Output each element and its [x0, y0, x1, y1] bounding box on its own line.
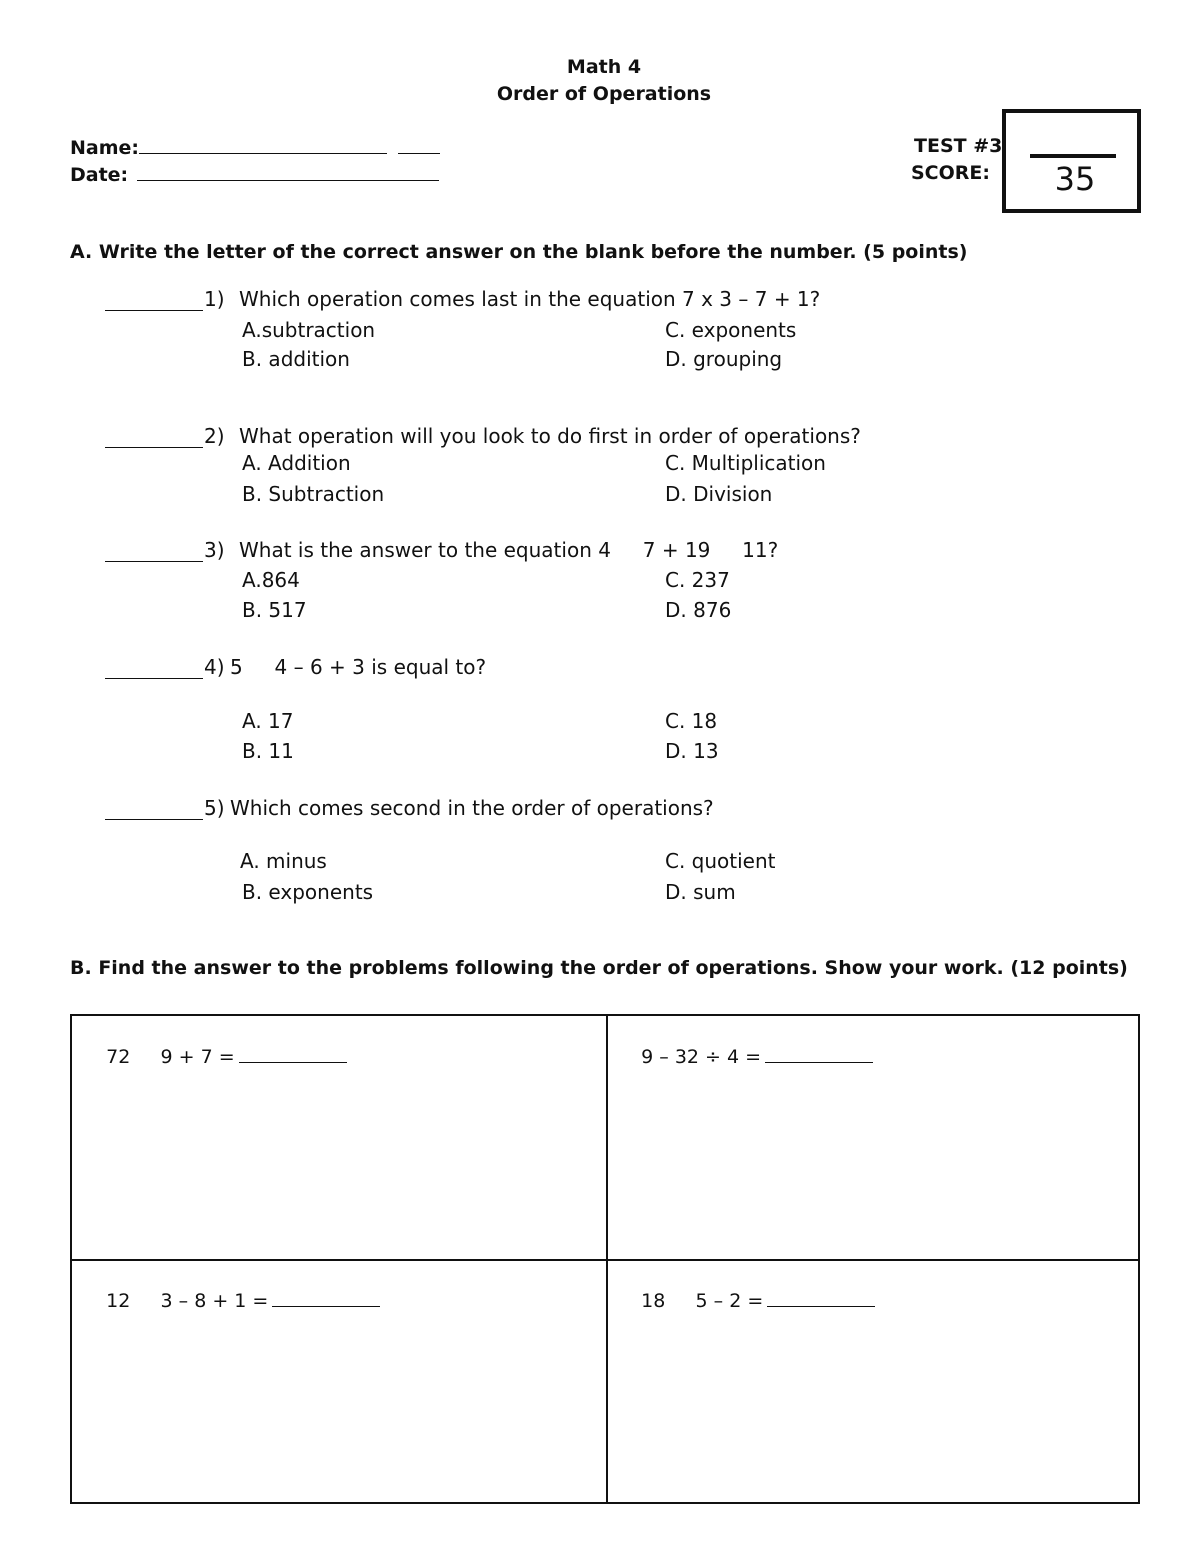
problem-2-text: 9 – 32 ÷ 4 =	[641, 1046, 762, 1068]
question-1-text: Which operation comes last in the equation 7 x 3 – 7 + 1?	[239, 287, 821, 311]
answer-blank-2[interactable]	[105, 446, 203, 448]
question-2-option-c: C. Multiplication	[665, 451, 826, 475]
problem-cell-4[interactable]	[617, 1266, 875, 1334]
score-total: 35	[1054, 160, 1096, 198]
name-line-short	[398, 135, 440, 154]
answer-blank-1[interactable]	[105, 309, 203, 311]
question-1-option-c: C. exponents	[665, 318, 797, 342]
test-label: TEST #3	[914, 135, 1003, 157]
question-2-option-a: A. Addition	[242, 451, 351, 475]
grid-horizontal-divider	[72, 1259, 1138, 1261]
problem-4-text: 18 5 – 2 =	[641, 1290, 764, 1312]
answer-blank-3[interactable]	[105, 560, 203, 562]
question-2-option-d: D. Division	[665, 482, 773, 506]
question-3-option-b: B. 517	[242, 598, 307, 622]
section-a-instruction: A. Write the letter of the correct answer on the blank before the number. (5 points)	[70, 241, 968, 263]
answer-blank-5[interactable]	[105, 818, 203, 820]
section-b-instruction: B. Find the answer to the problems following the order of operations. Show your work. (12 points)	[70, 957, 1128, 979]
question-5-number: 5)	[204, 796, 225, 820]
question-2-number: 2)	[204, 424, 225, 448]
date-label: Date:	[70, 164, 129, 186]
question-1-option-b: B. addition	[242, 347, 350, 371]
question-3-option-c: C. 237	[665, 568, 730, 592]
question-4-number: 4)	[204, 655, 225, 679]
question-5-option-d: D. sum	[665, 880, 736, 904]
score-fraction-bar	[1030, 154, 1116, 158]
question-1-option-a: A.subtraction	[242, 318, 376, 342]
question-5-text: Which comes second in the order of operations?	[230, 796, 714, 820]
problem-cell-2[interactable]	[617, 1022, 873, 1090]
worksheet-title: Math 4	[566, 56, 642, 78]
question-5-option-c: C. quotient	[665, 849, 776, 873]
question-4-option-b: B. 11	[242, 739, 294, 763]
question-5-option-a: A. minus	[240, 849, 327, 873]
question-3-option-a: A.864	[242, 568, 300, 592]
score-label: SCORE:	[911, 162, 990, 184]
problem-cell-3[interactable]	[82, 1266, 380, 1334]
problem-4-answer-line[interactable]	[767, 1288, 875, 1307]
question-5-option-b: B. exponents	[242, 880, 374, 904]
question-2-option-b: B. Subtraction	[242, 482, 385, 506]
question-2-text: What operation will you look to do first in order of operations?	[239, 424, 861, 448]
name-label: Name:	[70, 137, 140, 159]
problem-cell-1[interactable]	[82, 1022, 347, 1090]
question-3-text: What is the answer to the equation 4 7 + 19 11?	[239, 538, 779, 562]
problem-1-text: 72 9 + 7 =	[106, 1046, 235, 1068]
date-field[interactable]	[70, 162, 439, 186]
answer-blank-4[interactable]	[105, 677, 203, 679]
problem-1-answer-line[interactable]	[239, 1044, 347, 1063]
question-3-option-d: D. 876	[665, 598, 732, 622]
problem-3-answer-line[interactable]	[272, 1288, 380, 1307]
work-grid	[70, 1014, 1140, 1504]
question-4-option-d: D. 13	[665, 739, 719, 763]
question-4-option-a: A. 17	[242, 709, 294, 733]
question-1-number: 1)	[204, 287, 225, 311]
score-box[interactable]	[1002, 109, 1141, 213]
question-4-text: 5 4 – 6 + 3 is equal to?	[230, 655, 487, 679]
question-4-option-c: C. 18	[665, 709, 718, 733]
name-field[interactable]	[70, 135, 440, 159]
name-line	[139, 135, 387, 154]
question-1-option-d: D. grouping	[665, 347, 783, 371]
date-line	[137, 162, 439, 181]
problem-2-answer-line[interactable]	[765, 1044, 873, 1063]
question-3-number: 3)	[204, 538, 225, 562]
problem-3-text: 12 3 – 8 + 1 =	[106, 1290, 269, 1312]
worksheet-subtitle: Order of Operations	[496, 83, 712, 105]
